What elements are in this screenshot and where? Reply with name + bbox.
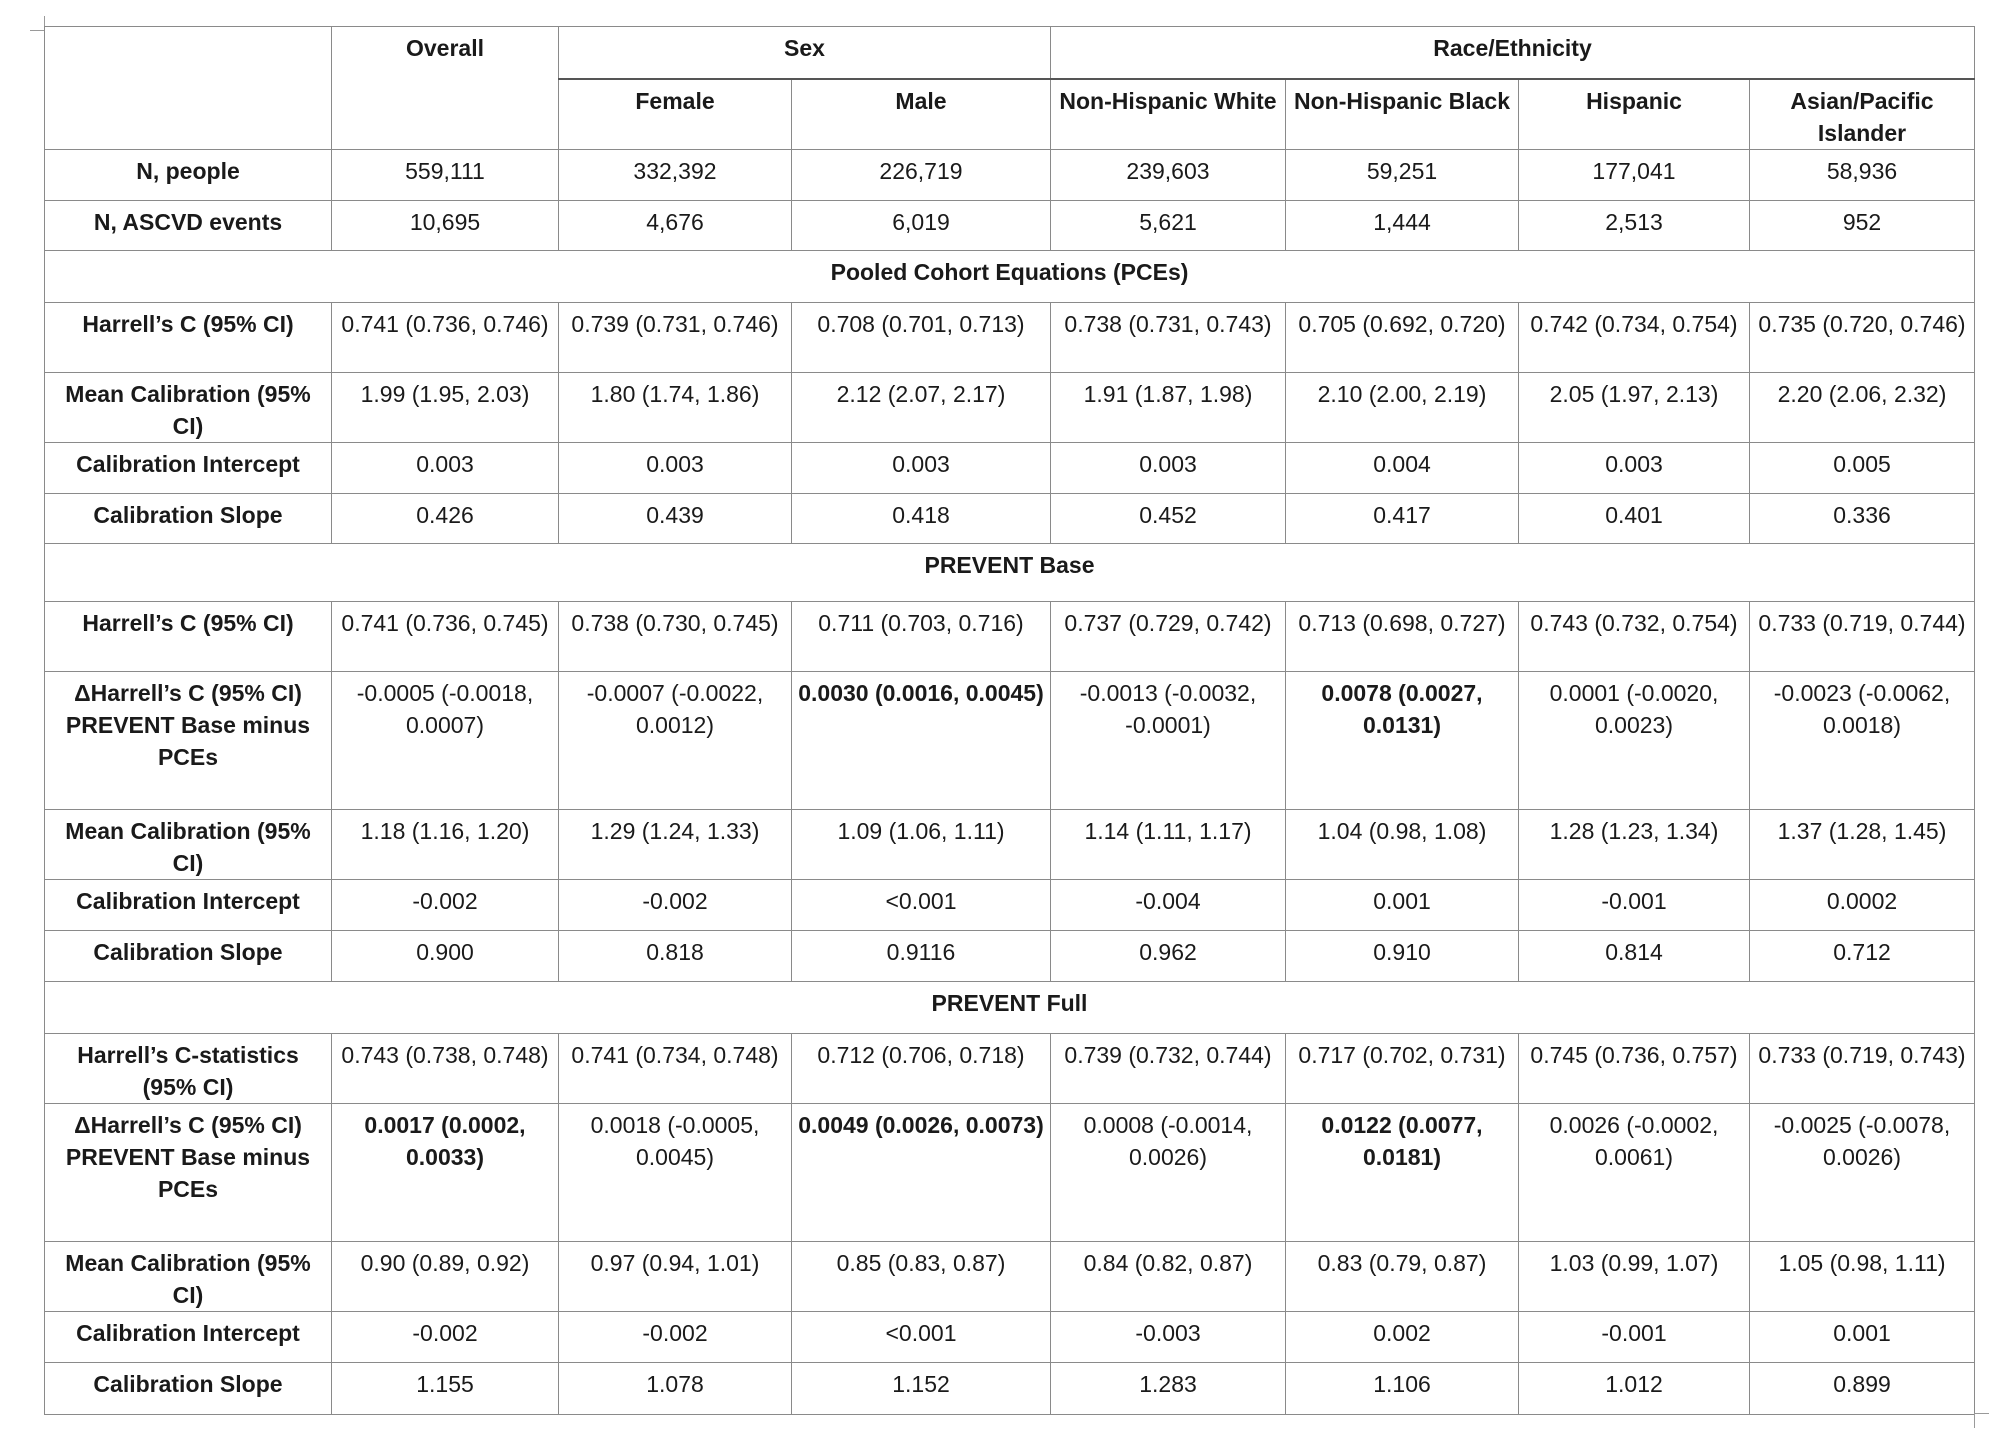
table-cell: 0.003 [559, 442, 792, 493]
crop-mark-top-left [30, 16, 45, 31]
table-cell: 0.002 [1286, 1311, 1519, 1362]
table-cell: 0.742 (0.734, 0.754) [1519, 302, 1750, 372]
table-cell: 0.005 [1750, 442, 1975, 493]
table-cell: 226,719 [792, 149, 1051, 200]
table-cell: 2.10 (2.00, 2.19) [1286, 372, 1519, 442]
table-row [45, 671, 1975, 809]
table-cell: 0.0001 (-0.0020, 0.0023) [1519, 671, 1750, 809]
row-label: N, people [45, 149, 332, 200]
table-cell: -0.001 [1519, 1311, 1750, 1362]
section-title: Pooled Cohort Equations (PCEs) [45, 250, 1975, 302]
table-cell: 1.106 [1286, 1362, 1519, 1414]
table-cell: -0.0005 (-0.0018, 0.0007) [332, 671, 559, 809]
table-cell: 0.814 [1519, 930, 1750, 981]
row-label: Calibration Slope [45, 1362, 332, 1414]
table-row [45, 1362, 1975, 1414]
table-cell: 2.12 (2.07, 2.17) [792, 372, 1051, 442]
table-cell: -0.002 [332, 1311, 559, 1362]
table-cell: -0.0007 (-0.0022, 0.0012) [559, 671, 792, 809]
row-label: ΔHarrell’s C (95% CI) PREVENT Base minus PCEs [45, 671, 332, 809]
table-row [45, 372, 1975, 442]
table-cell: 1.078 [559, 1362, 792, 1414]
table-cell: <0.001 [792, 879, 1051, 930]
table-cell: 1.04 (0.98, 1.08) [1286, 809, 1519, 879]
table-cell: 0.0017 (0.0002, 0.0033) [332, 1103, 559, 1241]
header-sex-group: Sex [559, 27, 1051, 79]
table-cell: 10,695 [332, 200, 559, 250]
table-cell: 0.452 [1051, 493, 1286, 543]
table-row [45, 442, 1975, 493]
table-cell: -0.002 [559, 879, 792, 930]
row-label: Calibration Intercept [45, 879, 332, 930]
row-label: Calibration Slope [45, 493, 332, 543]
table-cell: 1.28 (1.23, 1.34) [1519, 809, 1750, 879]
table-cell: 1.14 (1.11, 1.17) [1051, 809, 1286, 879]
table-cell: 1.152 [792, 1362, 1051, 1414]
table-cell: 0.712 [1750, 930, 1975, 981]
table-cell: 0.418 [792, 493, 1051, 543]
table-cell: 0.97 (0.94, 1.01) [559, 1241, 792, 1311]
table-cell: 0.818 [559, 930, 792, 981]
table-cell: 0.737 (0.729, 0.742) [1051, 601, 1286, 671]
table-cell: 1.29 (1.24, 1.33) [559, 809, 792, 879]
table-cell: 0.739 (0.732, 0.744) [1051, 1033, 1286, 1103]
table-cell: 0.001 [1750, 1311, 1975, 1362]
table-cell: 0.712 (0.706, 0.718) [792, 1033, 1051, 1103]
table-cell: 58,936 [1750, 149, 1975, 200]
row-label: Mean Calibration (95% CI) [45, 809, 332, 879]
table-cell: 0.336 [1750, 493, 1975, 543]
header-male: Male [792, 79, 1051, 150]
table-cell: 0.705 (0.692, 0.720) [1286, 302, 1519, 372]
table-cell: 0.84 (0.82, 0.87) [1051, 1241, 1286, 1311]
table-cell: 1.37 (1.28, 1.45) [1750, 809, 1975, 879]
table-cell: 1,444 [1286, 200, 1519, 250]
table-cell: 0.741 (0.736, 0.745) [332, 601, 559, 671]
row-label: Mean Calibration (95% CI) [45, 1241, 332, 1311]
table-cell: 0.745 (0.736, 0.757) [1519, 1033, 1750, 1103]
header-female: Female [559, 79, 792, 150]
table-cell: 0.962 [1051, 930, 1286, 981]
table-cell: 0.717 (0.702, 0.731) [1286, 1033, 1519, 1103]
table-row [45, 302, 1975, 372]
table-cell: 0.0008 (-0.0014, 0.0026) [1051, 1103, 1286, 1241]
row-label: Calibration Slope [45, 930, 332, 981]
table-cell: 2,513 [1519, 200, 1750, 250]
section-title: PREVENT Base [45, 543, 1975, 601]
table-row [45, 809, 1975, 879]
table-cell: 559,111 [332, 149, 559, 200]
section-header-row [45, 981, 1975, 1033]
table-cell: -0.003 [1051, 1311, 1286, 1362]
table-cell: 0.9116 [792, 930, 1051, 981]
results-table [44, 26, 1975, 1415]
table-cell: -0.001 [1519, 879, 1750, 930]
table-cell: 1.91 (1.87, 1.98) [1051, 372, 1286, 442]
table-cell: -0.004 [1051, 879, 1286, 930]
table-cell: 0.0122 (0.0077, 0.0181) [1286, 1103, 1519, 1241]
table-cell: 177,041 [1519, 149, 1750, 200]
table-cell: 0.003 [792, 442, 1051, 493]
table-cell: 239,603 [1051, 149, 1286, 200]
table-cell: 0.743 (0.732, 0.754) [1519, 601, 1750, 671]
header-hispanic: Hispanic [1519, 79, 1750, 150]
table-cell: 0.83 (0.79, 0.87) [1286, 1241, 1519, 1311]
table-row [45, 879, 1975, 930]
row-label: Harrell’s C (95% CI) [45, 601, 332, 671]
table-cell: 59,251 [1286, 149, 1519, 200]
row-label: Harrell’s C-statistics (95% CI) [45, 1033, 332, 1103]
header-blank-cell [45, 27, 332, 150]
row-label: Harrell’s C (95% CI) [45, 302, 332, 372]
header-overall: Overall [332, 27, 559, 150]
table-cell: 6,019 [792, 200, 1051, 250]
table-cell: 2.20 (2.06, 2.32) [1750, 372, 1975, 442]
section-header-row [45, 543, 1975, 601]
table-cell: 1.18 (1.16, 1.20) [332, 809, 559, 879]
table-cell: <0.001 [792, 1311, 1051, 1362]
table-cell: 0.426 [332, 493, 559, 543]
table-cell: 952 [1750, 200, 1975, 250]
table-row [45, 1033, 1975, 1103]
table-cell: -0.0023 (-0.0062, 0.0018) [1750, 671, 1975, 809]
table-cell: -0.0013 (-0.0032, -0.0001) [1051, 671, 1286, 809]
header-non-hispanic-white: Non-Hispanic White [1051, 79, 1286, 150]
table-cell: 0.743 (0.738, 0.748) [332, 1033, 559, 1103]
section-title: PREVENT Full [45, 981, 1975, 1033]
table-cell: 1.09 (1.06, 1.11) [792, 809, 1051, 879]
table-cell: -0.0025 (-0.0078, 0.0026) [1750, 1103, 1975, 1241]
table-cell: 0.733 (0.719, 0.744) [1750, 601, 1975, 671]
table-cell: 0.741 (0.734, 0.748) [559, 1033, 792, 1103]
table-cell: 0.90 (0.89, 0.92) [332, 1241, 559, 1311]
table-cell: 0.0018 (-0.0005, 0.0045) [559, 1103, 792, 1241]
table-cell: 0.741 (0.736, 0.746) [332, 302, 559, 372]
table-cell: 0.85 (0.83, 0.87) [792, 1241, 1051, 1311]
table-cell: 0.001 [1286, 879, 1519, 930]
table-cell: 0.708 (0.701, 0.713) [792, 302, 1051, 372]
table-cell: 0.735 (0.720, 0.746) [1750, 302, 1975, 372]
table-row [45, 930, 1975, 981]
table-cell: 0.417 [1286, 493, 1519, 543]
row-label: Mean Calibration (95% CI) [45, 372, 332, 442]
table-cell: 0.004 [1286, 442, 1519, 493]
table-cell: -0.002 [332, 879, 559, 930]
table-row [45, 1311, 1975, 1362]
table-cell: 1.283 [1051, 1362, 1286, 1414]
table-cell: 1.155 [332, 1362, 559, 1414]
table-cell: 0.910 [1286, 930, 1519, 981]
crop-mark-bottom-right [1974, 1413, 1989, 1428]
header-race-group: Race/Ethnicity [1051, 27, 1975, 79]
row-label: Calibration Intercept [45, 442, 332, 493]
row-label: ΔHarrell’s C (95% CI) PREVENT Base minus PCEs [45, 1103, 332, 1241]
table-row [45, 1241, 1975, 1311]
header-non-hispanic-black: Non-Hispanic Black [1286, 79, 1519, 150]
row-label: Calibration Intercept [45, 1311, 332, 1362]
table-cell: 0.739 (0.731, 0.746) [559, 302, 792, 372]
table-cell: 0.0049 (0.0026, 0.0073) [792, 1103, 1051, 1241]
table-cell: 5,621 [1051, 200, 1286, 250]
table-cell: 0.900 [332, 930, 559, 981]
table-cell: -0.002 [559, 1311, 792, 1362]
table-cell: 0.0002 [1750, 879, 1975, 930]
table-cell: 0.0078 (0.0027, 0.0131) [1286, 671, 1519, 809]
table-row [45, 1103, 1975, 1241]
table-cell: 332,392 [559, 149, 792, 200]
table-cell: 0.738 (0.730, 0.745) [559, 601, 792, 671]
table-cell: 0.003 [332, 442, 559, 493]
table-cell: 0.733 (0.719, 0.743) [1750, 1033, 1975, 1103]
table-cell: 0.713 (0.698, 0.727) [1286, 601, 1519, 671]
table-cell: 0.0030 (0.0016, 0.0045) [792, 671, 1051, 809]
table-cell: 2.05 (1.97, 2.13) [1519, 372, 1750, 442]
table-row [45, 200, 1975, 250]
table-cell: 0.711 (0.703, 0.716) [792, 601, 1051, 671]
table-cell: 0.401 [1519, 493, 1750, 543]
table-cell: 1.05 (0.98, 1.11) [1750, 1241, 1975, 1311]
table-cell: 1.80 (1.74, 1.86) [559, 372, 792, 442]
table-row [45, 149, 1975, 200]
table-cell: 0.899 [1750, 1362, 1975, 1414]
table-cell: 1.012 [1519, 1362, 1750, 1414]
table-cell: 1.99 (1.95, 2.03) [332, 372, 559, 442]
header-asian-pacific-islander: Asian/Pacific Islander [1750, 79, 1975, 150]
table-cell: 0.0026 (-0.0002, 0.0061) [1519, 1103, 1750, 1241]
table-body [45, 149, 1975, 1414]
row-label: N, ASCVD events [45, 200, 332, 250]
section-header-row [45, 250, 1975, 302]
table-row [45, 493, 1975, 543]
table-cell: 0.738 (0.731, 0.743) [1051, 302, 1286, 372]
table-cell: 4,676 [559, 200, 792, 250]
table-cell: 0.003 [1051, 442, 1286, 493]
table-cell: 0.003 [1519, 442, 1750, 493]
table-row [45, 601, 1975, 671]
table-cell: 0.439 [559, 493, 792, 543]
table-cell: 1.03 (0.99, 1.07) [1519, 1241, 1750, 1311]
